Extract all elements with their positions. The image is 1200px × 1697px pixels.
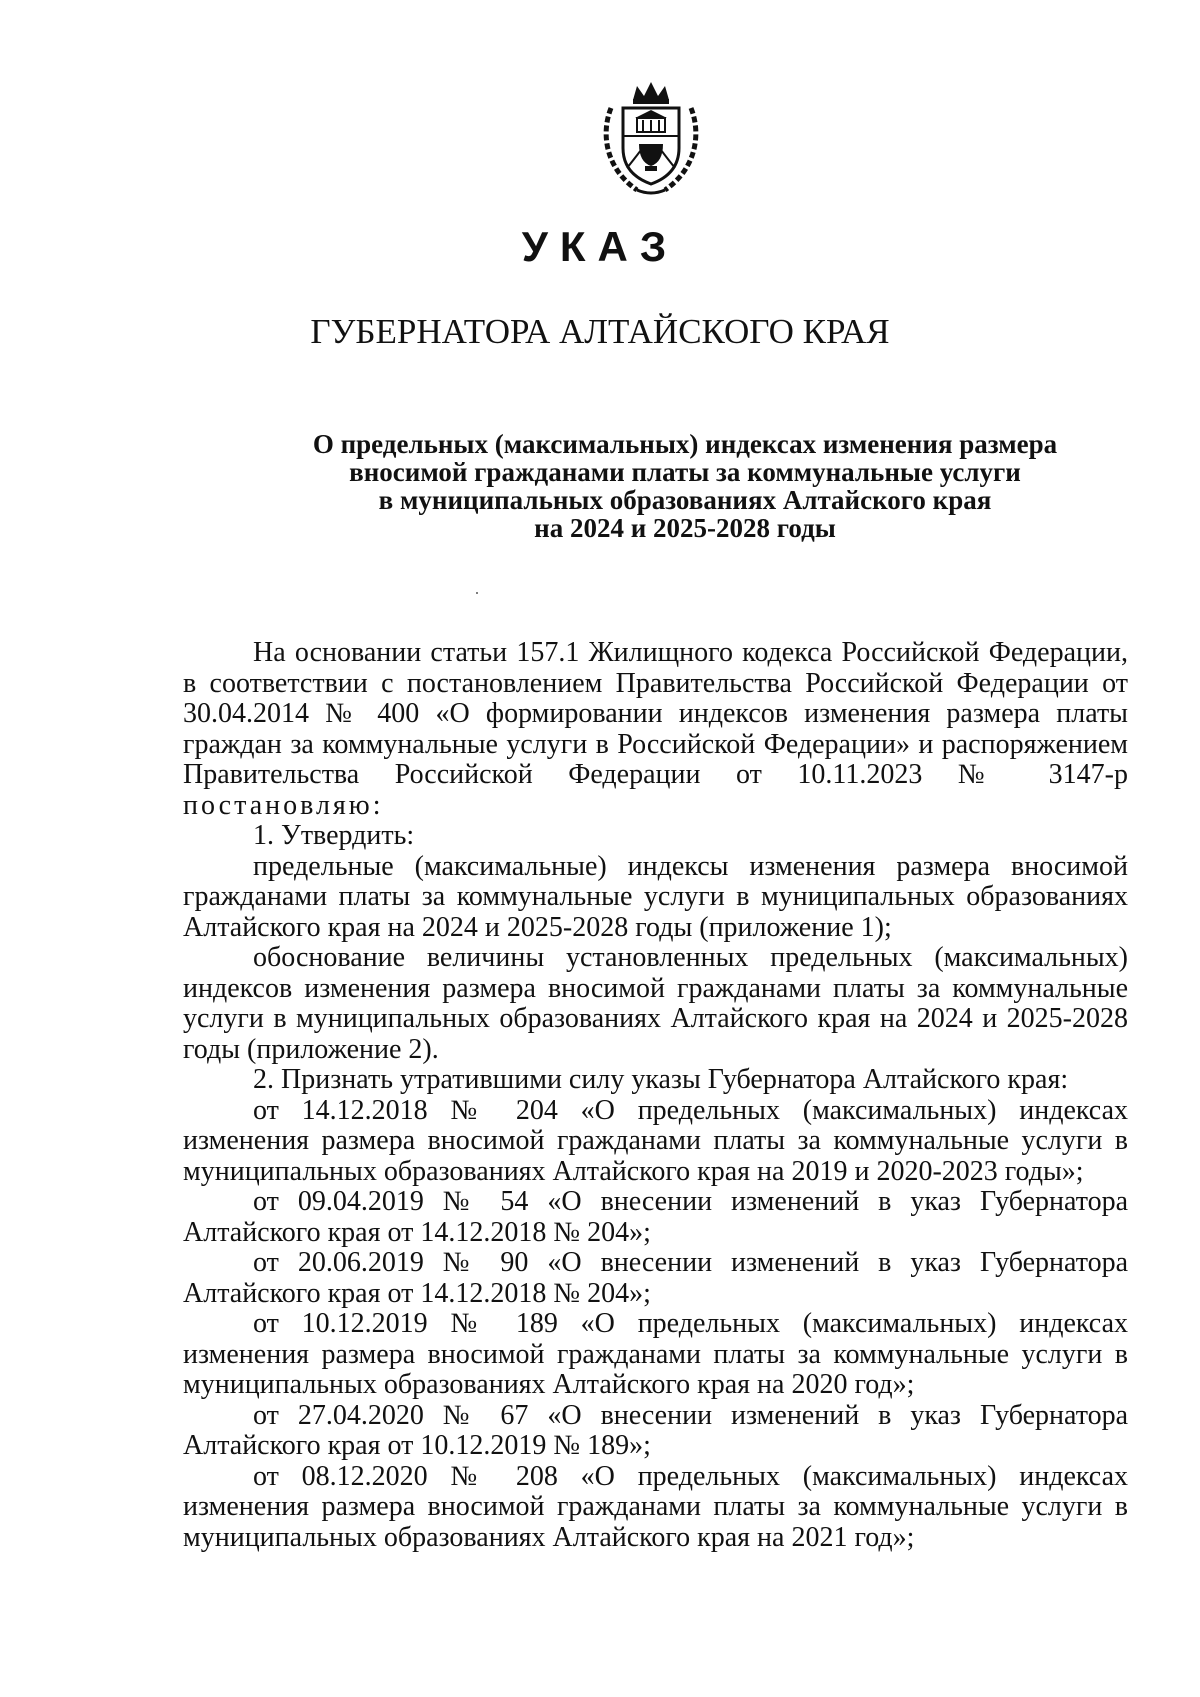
issuer-heading: ГУБЕРНАТОРА АЛТАЙСКОГО КРАЯ (310, 312, 890, 351)
preamble-paragraph (183, 638, 1128, 821)
title-line: в муниципальных образованиях Алтайского края (378, 485, 992, 515)
body-paragraph: от 14.12.2018 № 204 «О предельных (максимальных) индексах изменения размера вносимой гражданами платы за коммунальные услуги в муниципальных образованиях Алтайского края на 2019 и 2020-2023 годы»; (183, 1094, 1128, 1187)
coat-of-arms-icon (597, 78, 705, 198)
body-paragraph: от 27.04.2020 № 67 «О внесении изменений в указ Губернатора Алтайского края от 10.12.2019 № 189»; (183, 1399, 1128, 1461)
preamble-text: На основании статьи 157.1 Жилищного кодекса Российской Федерации, в соответствии с постановлением Правительства Российской Федерации от 30.04.2014 № 400 «О формировании индексов изменения размера платы граждан за коммунальные услуги в Российской Федерации» и распоряжением Правительства Российской Федерации от 10.11.2023 № 3147-р (183, 637, 1128, 790)
body-paragraph: от 09.04.2019 № 54 «О внесении изменений в указ Губернатора Алтайского края от 14.12.2018 № 204»; (183, 1186, 1128, 1248)
body-paragraph: обоснование величины установленных предельных (максимальных) индексов изменения размера вносимой гражданами платы за коммунальные услуги в муниципальных образованиях Алтайского края на 2024 и 2025-2028 годы (приложение 2). (183, 942, 1128, 1065)
document-type-heading: УКАЗ (521, 223, 679, 270)
title-line: вносимой гражданами платы за коммунальные услуги (349, 457, 1021, 487)
body-paragraph: 2. Признать утратившими силу указы Губернатора Алтайского края: (253, 1064, 1069, 1095)
title-line: О предельных (максимальных) индексах изменения размера (312, 429, 1058, 459)
body-paragraph: от 20.06.2019 № 90 «О внесении изменений в указ Губернатора Алтайского края от 14.12.2018 № 204»; (183, 1247, 1128, 1309)
body-paragraph: предельные (максимальные) индексы изменения размера вносимой гражданами платы за коммунальные услуги в муниципальных образованиях Алтайского края на 2024 и 2025-2028 годы (приложение 1); (183, 850, 1128, 943)
document-title (280, 430, 1090, 542)
body-paragraph: от 08.12.2020 № 208 «О предельных (максимальных) индексах изменения размера вносимой гражданами платы за коммунальные услуги в муниципальных образованиях Алтайского края на 2021 год»; (183, 1460, 1128, 1553)
document-body (183, 638, 1128, 1553)
body-paragraph: от 10.12.2019 № 189 «О предельных (максимальных) индексах изменения размера вносимой гражданами платы за коммунальные услуги в муниципальных образованиях Алтайского края на 2020 год»; (183, 1308, 1128, 1400)
scan-speck (476, 592, 478, 594)
body-paragraph: 1. Утвердить: (253, 820, 415, 851)
decree-word: постановляю: (183, 789, 384, 821)
title-line: на 2024 и 2025-2028 годы (534, 513, 836, 543)
